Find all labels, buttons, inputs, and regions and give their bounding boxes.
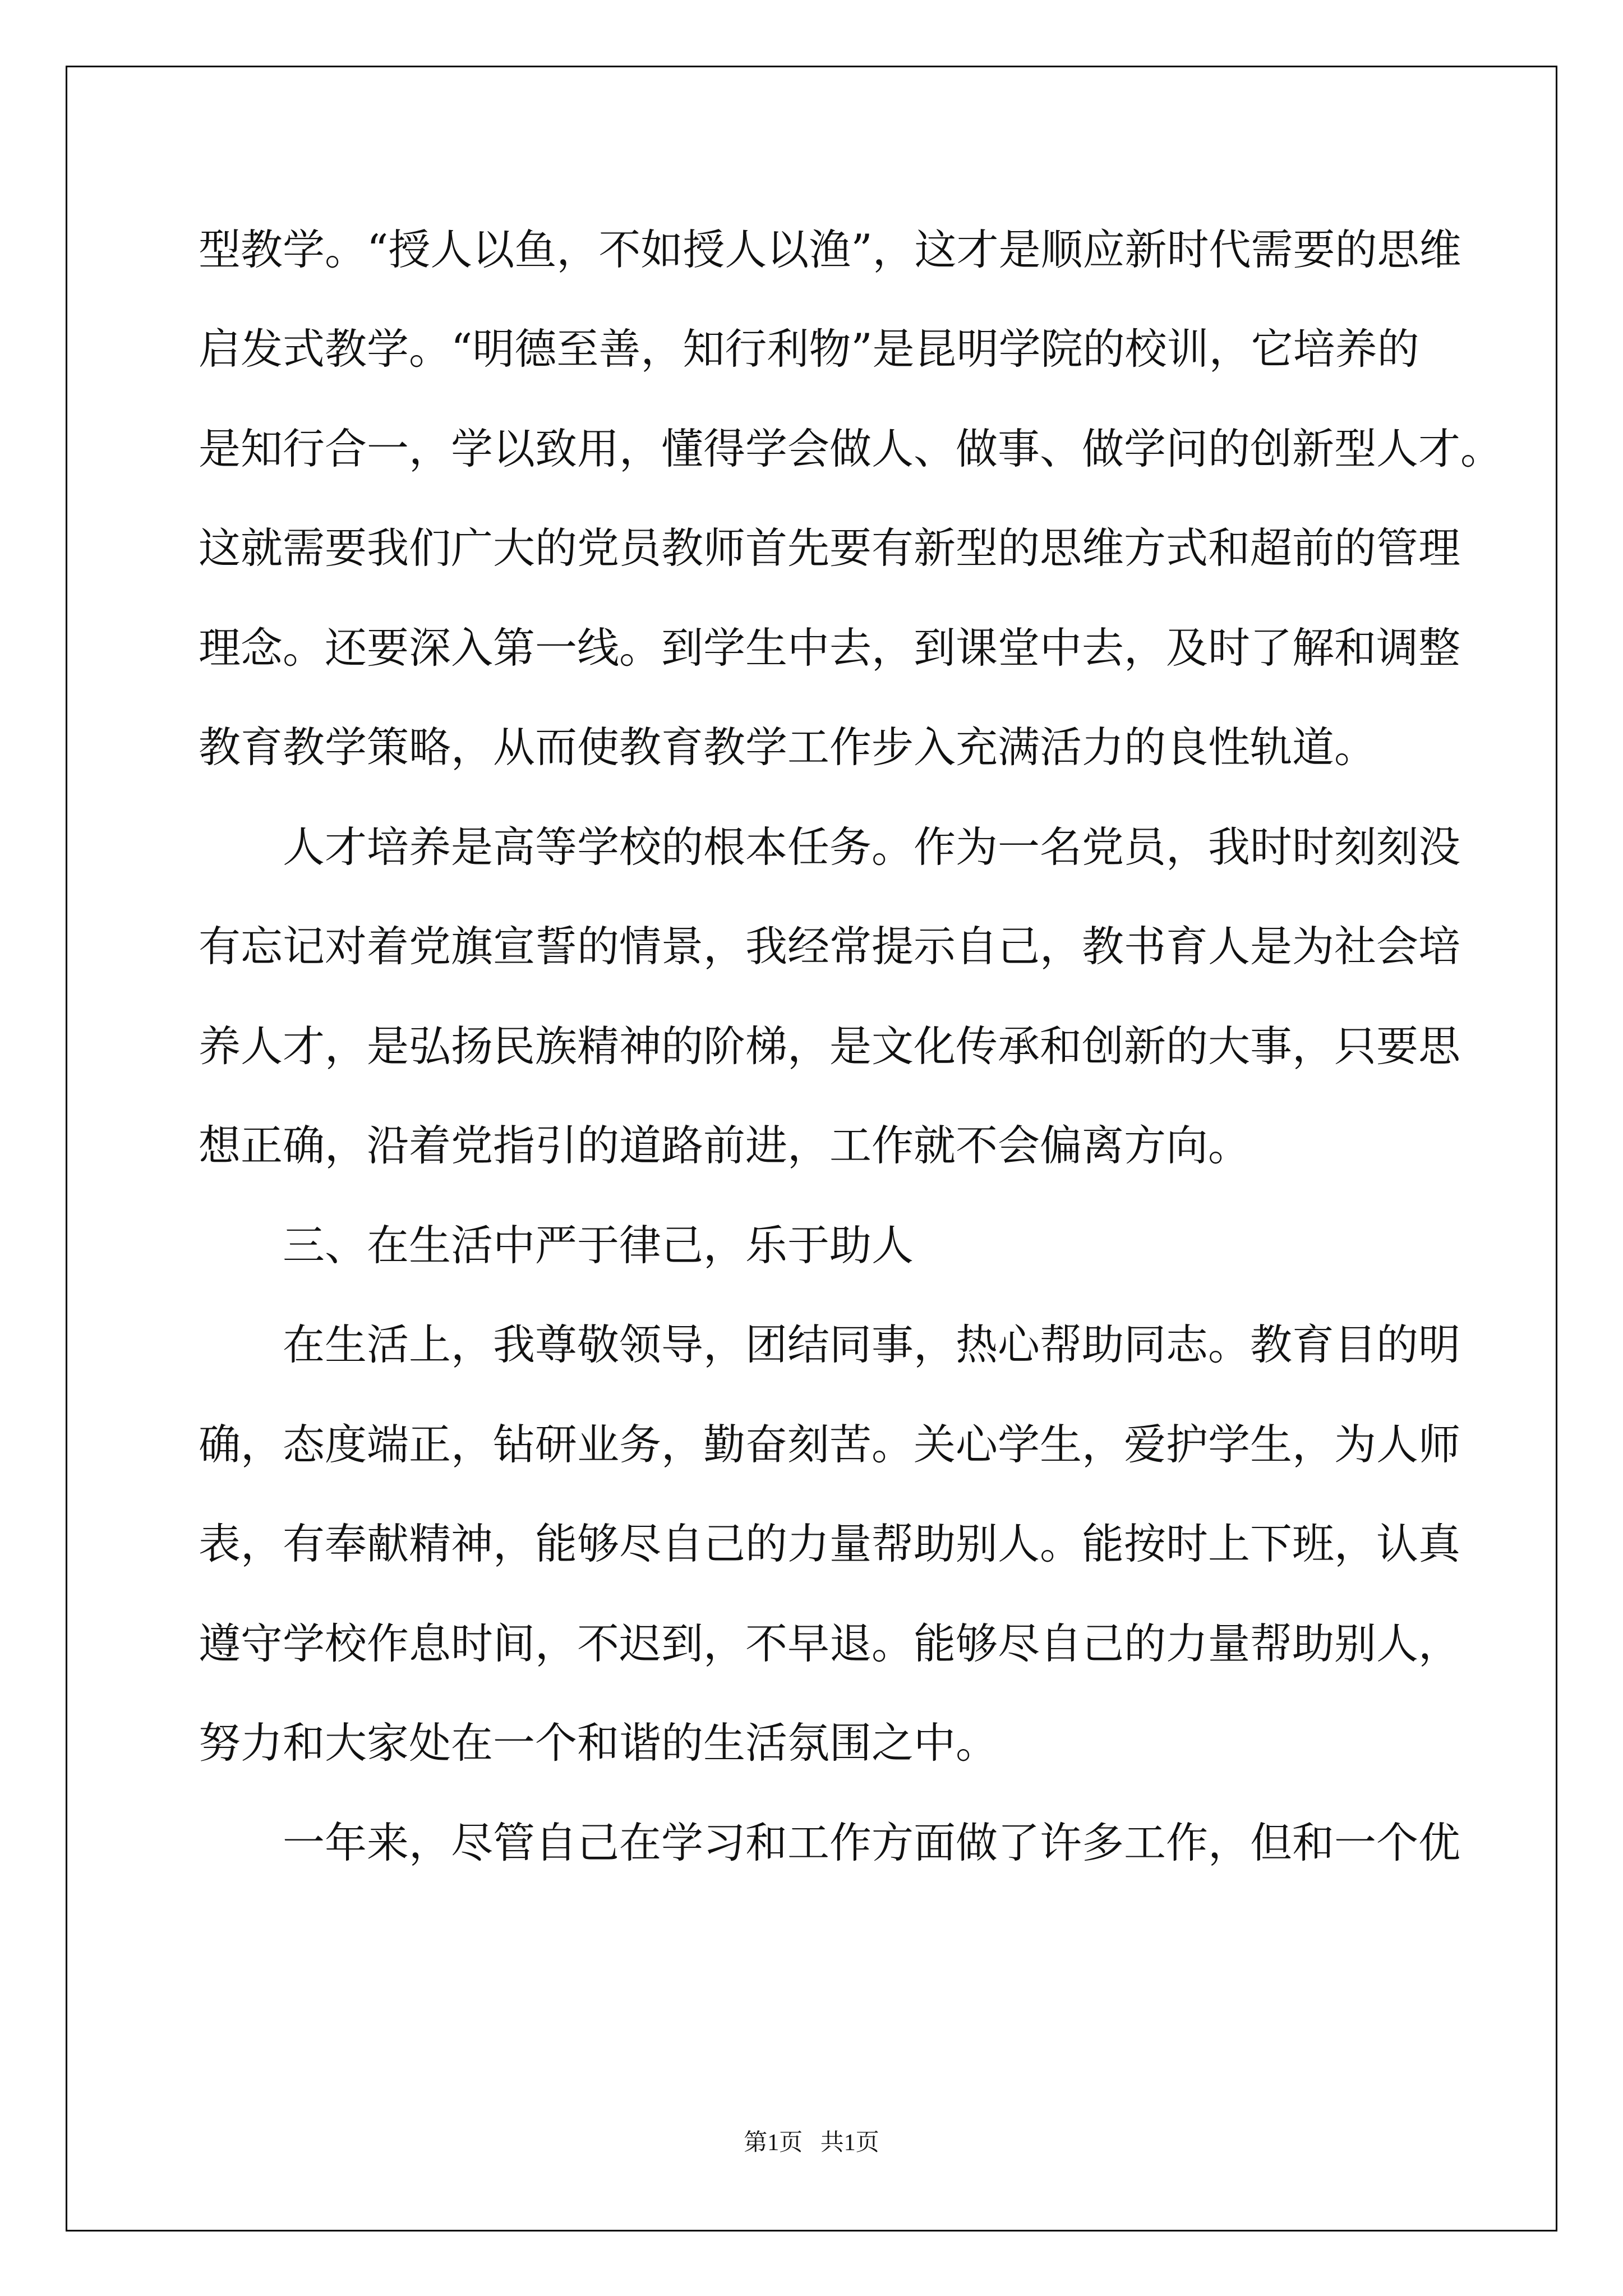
- text-line: 型教学。“授人以鱼，不如授人以渔”，这才是顺应新时代需要的思维: [199, 225, 1461, 274]
- text-line: 有忘记对着党旗宣誓的情景，我经常提示自己，教书育人是为社会培: [199, 922, 1461, 971]
- text-line: 养人才，是弘扬民族精神的阶梯，是文化传承和创新的大事，只要思: [199, 1022, 1461, 1071]
- text-line: 人才培养是高等学校的根本任务。作为一名党员，我时时刻刻没: [199, 822, 1461, 872]
- section-heading: 三、在生活中严于律己，乐于助人: [199, 1221, 914, 1270]
- text-line: 表，有奉献精神，能够尽自己的力量帮助别人。能按时上下班，认真: [199, 1519, 1461, 1568]
- text-line: 遵守学校作息时间，不迟到，不早退。能够尽自己的力量帮助别人，: [199, 1619, 1461, 1668]
- text-line: 确，态度端正，钻研业务，勤奋刻苦。关心学生，爱护学生，为人师: [199, 1420, 1461, 1469]
- text-line: 是知行合一，学以致用，懂得学会做人、做事、做学问的创新型人才。: [199, 424, 1503, 473]
- text-line: 在生活上，我尊敬领导，团结同事，热心帮助同志。教育目的明: [199, 1320, 1461, 1369]
- text-line: 启发式教学。“明德至善，知行利物”是昆明学院的校训，它培养的: [199, 324, 1419, 374]
- text-line: 想正确，沿着党指引的道路前进，工作就不会偏离方向。: [199, 1121, 1251, 1170]
- text-line: 努力和大家处在一个和谐的生活氛围之中。: [199, 1718, 998, 1768]
- page-number-footer: 第1页 共1页: [744, 2130, 879, 2156]
- text-line: 理念。还要深入第一线。到学生中去，到课堂中去，及时了解和调整: [199, 623, 1461, 673]
- text-line: 一年来，尽管自己在学习和工作方面做了许多工作，但和一个优: [199, 1818, 1461, 1867]
- text-line: 教育教学策略，从而使教育教学工作步入充满活力的良性轨道。: [199, 723, 1377, 772]
- text-line: 这就需要我们广大的党员教师首先要有新型的思维方式和超前的管理: [199, 523, 1461, 573]
